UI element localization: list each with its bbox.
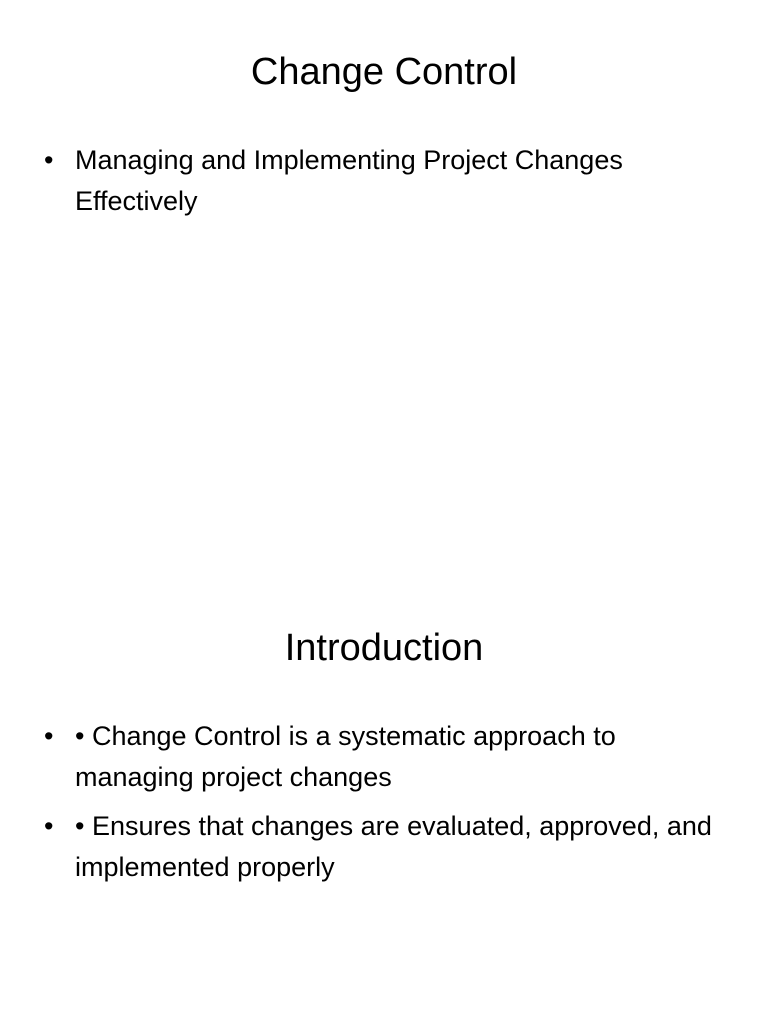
bullet-item xyxy=(44,806,724,888)
bullet-text: • Change Control is a systematic approach to managing project changes xyxy=(75,721,616,792)
bullet-list xyxy=(44,716,724,896)
bullet-icon: • xyxy=(44,721,54,751)
bullet-text: • Ensures that changes are evaluated, approved, and implemented properly xyxy=(75,811,712,882)
slide-title: Change Control xyxy=(250,51,518,93)
bullet-text: Managing and Implementing Project Changes Effectively xyxy=(75,145,623,216)
slide-title: Introduction xyxy=(284,627,484,669)
bullet-item xyxy=(44,140,724,222)
slide-introduction xyxy=(0,576,768,1024)
bullet-icon: • xyxy=(44,811,54,841)
bullet-item xyxy=(44,716,724,798)
bullet-list xyxy=(44,140,724,230)
bullet-icon: • xyxy=(44,145,54,175)
